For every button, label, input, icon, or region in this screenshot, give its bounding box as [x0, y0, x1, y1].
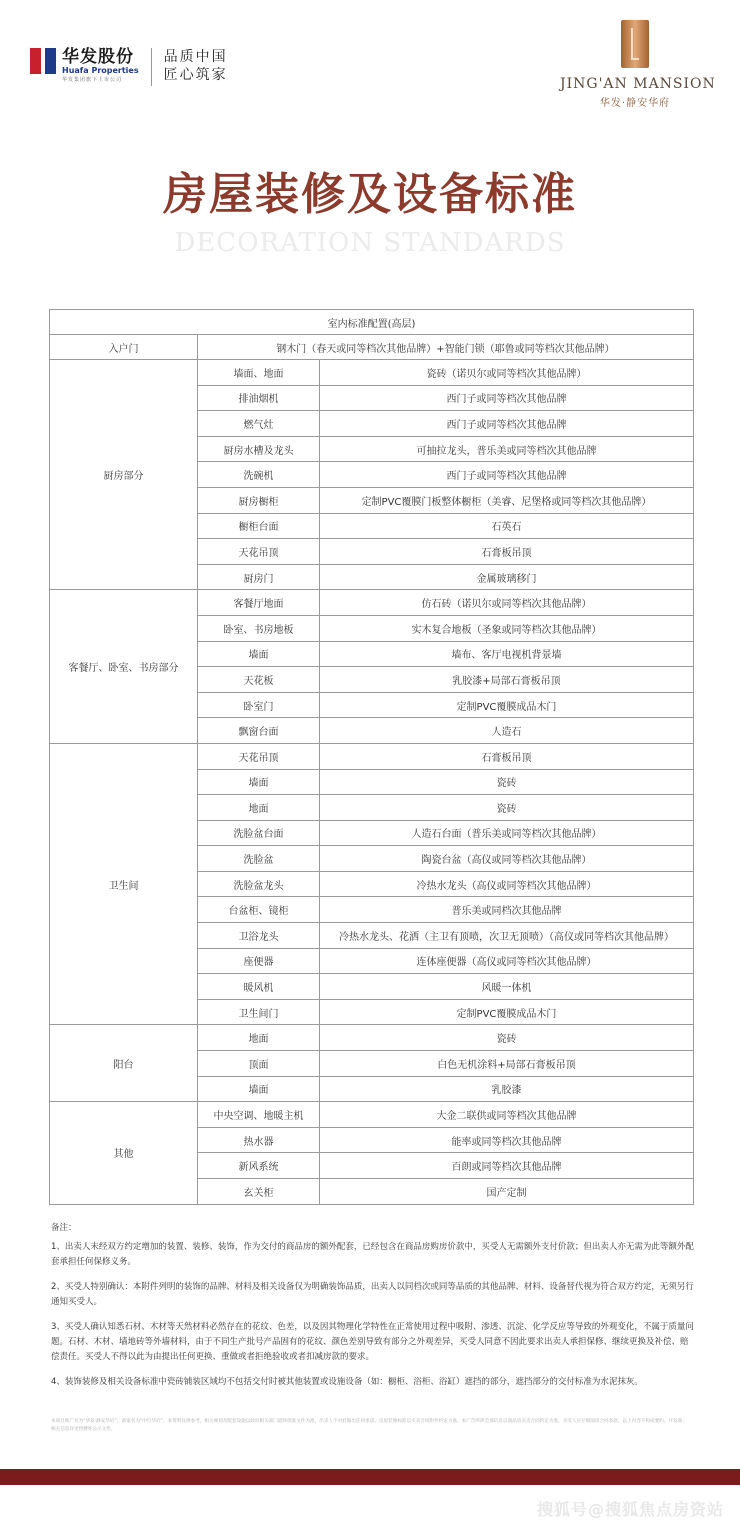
table-row: [50, 743, 694, 769]
page-title: 房屋装修及设备标准: [163, 169, 577, 220]
table-header-row: [50, 310, 694, 335]
fine-print: 本项目推广名为“华发·静安华府”，备案名为“中行华府”。本资料仅供参考，相关规划及配套设施以政府相关部门最终批准文件为准，出卖人不对此做出任何承诺。房屋装修标准以买卖合同附件约定为准。本广告所涉全部信息以商品房买卖合同约定为准，买受人应仔细阅读合同条款，以上内容不构成要约。开发商：相关信息详见售楼处公示文件。: [51, 1419, 687, 1432]
item-cell: 卧室门: [198, 692, 320, 718]
category-cell: 阳台: [50, 1025, 198, 1102]
huafa-brand-text: [62, 48, 139, 84]
table-row: [50, 360, 694, 386]
table-row: [50, 590, 694, 616]
spec-cell: 大金二联供或同等档次其他品牌: [320, 1102, 694, 1128]
spec-cell: 风暖一体机: [320, 974, 694, 1000]
note-item: 1、出卖人未经双方约定增加的装置、装修、装饰，作为交付的商品房的额外配套，已经包含在商品房购房价款中，买受人无需额外支付价款；但出卖人亦无需为此等额外配套承担任何保修义务。: [51, 1242, 694, 1267]
spec-cell: 人造石台面（普乐美或同等档次其他品牌）: [320, 820, 694, 846]
spec-cell: 国产定制: [320, 1179, 694, 1205]
entrance-value: 钢木门（春天或同等档次其他品牌）+智能门锁（耶鲁或同等档次其他品牌）: [198, 335, 694, 360]
item-cell: 天花吊顶: [198, 743, 320, 769]
spec-cell: 冷热水龙头（高仪或同等档次其他品牌）: [320, 871, 694, 897]
category-cell: 其他: [50, 1102, 198, 1204]
spec-cell: 墙布、客厅电视机背景墙: [320, 641, 694, 667]
spec-cell: 石膏板吊顶: [320, 743, 694, 769]
brand-en: Huafa Properties: [62, 66, 139, 75]
item-cell: 地面: [198, 1025, 320, 1051]
item-cell: 洗脸盆龙头: [198, 871, 320, 897]
spec-cell: 普乐美或同档次其他品牌: [320, 897, 694, 923]
item-cell: 暖风机: [198, 974, 320, 1000]
brand-cn: 华发股份: [62, 47, 134, 67]
note-item: 3、买受人确认知悉石材、木材等天然材料必然存在的花纹、色差，以及因其物理化学特性在正常使用过程中吸附、渗透、沉淀、化学反应等导致的外观变化，不属于质量问题。石材、木材、墙地砖等外墙材料，由于不同生产批号产品固有的花纹、颜色差别导致有部分之外观差异，买受人同意不因此要求出卖人承担保修、继续更换及补偿、赔偿责任。买受人不得以此为由提出任何更换、重做或者拒绝验收或者扣减房款的要求。: [51, 1322, 694, 1362]
spec-cell: 石膏板吊顶: [320, 539, 694, 565]
item-cell: 墙面: [198, 769, 320, 795]
slogan: [164, 48, 228, 84]
item-cell: 橱柜台面: [198, 513, 320, 539]
spec-cell: 实木复合地板（圣象或同等档次其他品牌）: [320, 615, 694, 641]
jingan-mansion-logo-icon: [621, 20, 649, 68]
footer-bar: [0, 1469, 740, 1485]
slogan-line-2: 匠心筑家: [163, 67, 228, 83]
notes-heading: 备注：: [51, 1223, 77, 1233]
item-cell: 玄关柜: [198, 1179, 320, 1205]
item-cell: 飘窗台面: [198, 718, 320, 744]
huafa-logo: [30, 48, 228, 86]
spec-cell: 人造石: [320, 718, 694, 744]
table-row: [50, 1102, 694, 1128]
slogan-line-1: 品质中国: [163, 49, 228, 65]
spec-cell: 白色无机涂料+局部石膏板吊顶: [320, 1051, 694, 1077]
spec-cell: 瓷砖: [320, 1025, 694, 1051]
spec-cell: 连体座便器（高仪或同等档次其他品牌）: [320, 948, 694, 974]
spec-cell: 定制PVC覆膜成品木门: [320, 999, 694, 1025]
item-cell: 中央空调、地暖主机: [198, 1102, 320, 1128]
spec-cell: 乳胶漆+局部石膏板吊顶: [320, 667, 694, 693]
spec-cell: 定制PVC覆膜成品木门: [320, 692, 694, 718]
item-cell: 地面: [198, 795, 320, 821]
watermark: 搜狐号@搜狐焦点房资站: [536, 1500, 724, 1519]
item-cell: 洗脸盆台面: [198, 820, 320, 846]
spec-cell: 百朗或同等档次其他品牌: [320, 1153, 694, 1179]
spec-cell: 西门子或同等档次其他品牌: [320, 462, 694, 488]
spec-cell: 瓷砖: [320, 769, 694, 795]
decoration-standards-table: [49, 309, 694, 1205]
brand-sub: 华发集团旗下上市公司: [62, 77, 123, 83]
table-row: [50, 1025, 694, 1051]
category-cell: 客餐厅、卧室、书房部分: [50, 590, 198, 744]
note-item: 2、买受人特别确认：本附件列明的装饰的品牌、材料及相关设备仅为明确装饰品质，出卖人以同档次或同等品质的其他品牌、材料、设备替代视为符合双方约定，无须另行通知买受人。: [51, 1282, 694, 1307]
notes: [51, 1221, 696, 1400]
header-divider: [151, 48, 152, 86]
header: [0, 0, 740, 130]
item-cell: 厨房水槽及龙头: [198, 436, 320, 462]
spec-cell: 陶瓷台盆（高仪或同等档次其他品牌）: [320, 846, 694, 872]
spec-cell: 瓷砖（诺贝尔或同等档次其他品牌）: [320, 360, 694, 386]
item-cell: 卫浴龙头: [198, 923, 320, 949]
item-cell: 座便器: [198, 948, 320, 974]
spec-cell: 能率或同等档次其他品牌: [320, 1127, 694, 1153]
item-cell: 卫生间门: [198, 999, 320, 1025]
spec-cell: 西门子或同等档次其他品牌: [320, 385, 694, 411]
item-cell: 洗脸盆: [198, 846, 320, 872]
spec-cell: 金属玻璃移门: [320, 564, 694, 590]
item-cell: 卧室、书房地板: [198, 615, 320, 641]
page-subtitle: DECORATION STANDARDS: [174, 228, 566, 258]
item-cell: 天花吊顶: [198, 539, 320, 565]
entrance-row: [50, 335, 694, 360]
item-cell: 厨房橱柜: [198, 487, 320, 513]
item-cell: 洗碗机: [198, 462, 320, 488]
item-cell: 热水器: [198, 1127, 320, 1153]
item-cell: 厨房门: [198, 564, 320, 590]
spec-cell: 石英石: [320, 513, 694, 539]
item-cell: 墙面: [198, 641, 320, 667]
item-cell: 顶面: [198, 1051, 320, 1077]
item-cell: 台盆柜、镜柜: [198, 897, 320, 923]
spec-cell: 仿石砖（诺贝尔或同等档次其他品牌）: [320, 590, 694, 616]
item-cell: 天花板: [198, 667, 320, 693]
huafa-logo-icon: [30, 48, 56, 74]
category-cell: 厨房部分: [50, 360, 198, 590]
item-cell: 客餐厅地面: [198, 590, 320, 616]
project-name-cn: 华发·静安华府: [599, 98, 671, 109]
item-cell: 新风系统: [198, 1153, 320, 1179]
spec-cell: 可抽拉龙头，普乐美或同等档次其他品牌: [320, 436, 694, 462]
project-name-en: JING'AN MANSION: [560, 76, 716, 92]
project-logo: [560, 20, 716, 109]
category-cell: 卫生间: [50, 743, 198, 1025]
spec-cell: 西门子或同等档次其他品牌: [320, 411, 694, 437]
spec-cell: 瓷砖: [320, 795, 694, 821]
table-header: 室内标准配置(高层): [50, 310, 694, 335]
item-cell: 墙面、地面: [198, 360, 320, 386]
spec-cell: 乳胶漆: [320, 1076, 694, 1102]
spec-cell: 冷热水龙头、花洒（主卫有顶喷，次卫无顶喷）（高仪或同等档次其他品牌）: [320, 923, 694, 949]
item-cell: 排油烟机: [198, 385, 320, 411]
item-cell: 墙面: [198, 1076, 320, 1102]
spec-cell: 定制PVC覆膜门板整体橱柜（美睿、尼堡格或同等档次其他品牌）: [320, 487, 694, 513]
item-cell: 燃气灶: [198, 411, 320, 437]
note-item: 4、装饰装修及相关设备标准中瓷砖铺装区域均不包括交付时被其他装置或设施设备（如：橱柜、浴柜、浴缸）遮挡的部分，遮挡部分的交付标准为水泥抹灰。: [51, 1377, 643, 1387]
entrance-label: 入户门: [50, 335, 198, 360]
